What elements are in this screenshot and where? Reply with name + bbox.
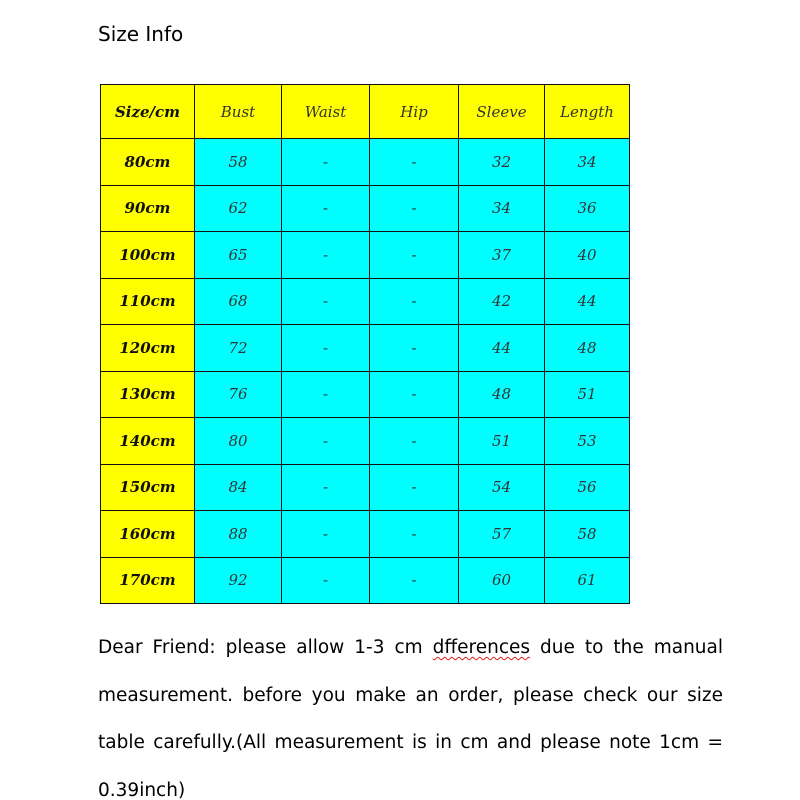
cell-hip: - bbox=[370, 232, 459, 279]
cell-length: 34 bbox=[545, 139, 630, 186]
note-text-1a: Dear Friend: please allow 1-3 cm bbox=[98, 637, 433, 658]
table-row bbox=[101, 511, 630, 558]
cell-sleeve: 32 bbox=[459, 139, 545, 186]
size-note bbox=[98, 624, 723, 800]
cell-sleeve: 57 bbox=[459, 511, 545, 558]
cell-hip: - bbox=[370, 325, 459, 372]
cell-length: 61 bbox=[545, 557, 630, 604]
note-text-1b: due to the manual bbox=[530, 637, 724, 658]
header-waist: Waist bbox=[282, 85, 370, 139]
table-row bbox=[101, 278, 630, 325]
cell-waist: - bbox=[282, 139, 370, 186]
cell-size: 120cm bbox=[101, 325, 195, 372]
cell-bust: 92 bbox=[195, 557, 282, 604]
cell-hip: - bbox=[370, 464, 459, 511]
cell-size: 170cm bbox=[101, 557, 195, 604]
header-bust: Bust bbox=[195, 85, 282, 139]
table-row bbox=[101, 557, 630, 604]
header-sleeve: Sleeve bbox=[459, 85, 545, 139]
cell-length: 56 bbox=[545, 464, 630, 511]
table-row bbox=[101, 464, 630, 511]
cell-size: 150cm bbox=[101, 464, 195, 511]
cell-length: 58 bbox=[545, 511, 630, 558]
cell-hip: - bbox=[370, 278, 459, 325]
cell-hip: - bbox=[370, 185, 459, 232]
cell-waist: - bbox=[282, 185, 370, 232]
table-row bbox=[101, 185, 630, 232]
cell-waist: - bbox=[282, 418, 370, 465]
note-line-3: table carefully.(All measurement is in cm and please note 1cm = bbox=[98, 732, 723, 753]
header-length: Length bbox=[545, 85, 630, 139]
page-title: Size Info bbox=[98, 22, 184, 46]
cell-bust: 72 bbox=[195, 325, 282, 372]
cell-bust: 88 bbox=[195, 511, 282, 558]
table-row bbox=[101, 232, 630, 279]
cell-bust: 68 bbox=[195, 278, 282, 325]
table-row bbox=[101, 418, 630, 465]
note-line-2: measurement. before you make an order, please check our size bbox=[98, 684, 723, 706]
cell-size: 160cm bbox=[101, 511, 195, 558]
cell-length: 44 bbox=[545, 278, 630, 325]
size-table bbox=[100, 84, 630, 604]
table-body bbox=[101, 139, 630, 604]
cell-hip: - bbox=[370, 371, 459, 418]
header-hip: Hip bbox=[370, 85, 459, 139]
cell-size: 90cm bbox=[101, 185, 195, 232]
note-line-1 bbox=[98, 624, 723, 672]
cell-size: 100cm bbox=[101, 232, 195, 279]
cell-hip: - bbox=[370, 139, 459, 186]
cell-hip: - bbox=[370, 511, 459, 558]
cell-length: 36 bbox=[545, 185, 630, 232]
table-row bbox=[101, 371, 630, 418]
cell-size: 140cm bbox=[101, 418, 195, 465]
cell-bust: 84 bbox=[195, 464, 282, 511]
note-misspelled-word: dfferences bbox=[432, 637, 531, 658]
table-row bbox=[101, 325, 630, 372]
cell-size: 130cm bbox=[101, 371, 195, 418]
table-header-row bbox=[101, 85, 630, 139]
cell-length: 48 bbox=[545, 325, 630, 372]
cell-waist: - bbox=[282, 325, 370, 372]
cell-length: 40 bbox=[545, 232, 630, 279]
cell-length: 53 bbox=[545, 418, 630, 465]
cell-size: 80cm bbox=[101, 139, 195, 186]
cell-sleeve: 60 bbox=[459, 557, 545, 604]
cell-sleeve: 51 bbox=[459, 418, 545, 465]
cell-sleeve: 37 bbox=[459, 232, 545, 279]
cell-sleeve: 44 bbox=[459, 325, 545, 372]
cell-waist: - bbox=[282, 511, 370, 558]
cell-length: 51 bbox=[545, 371, 630, 418]
header-size: Size/cm bbox=[101, 85, 195, 139]
cell-sleeve: 48 bbox=[459, 371, 545, 418]
cell-bust: 58 bbox=[195, 139, 282, 186]
cell-waist: - bbox=[282, 464, 370, 511]
note-line-4: 0.39inch) bbox=[98, 779, 186, 800]
cell-bust: 80 bbox=[195, 418, 282, 465]
cell-hip: - bbox=[370, 418, 459, 465]
cell-bust: 65 bbox=[195, 232, 282, 279]
cell-sleeve: 54 bbox=[459, 464, 545, 511]
cell-bust: 76 bbox=[195, 371, 282, 418]
cell-sleeve: 42 bbox=[459, 278, 545, 325]
cell-waist: - bbox=[282, 557, 370, 604]
cell-waist: - bbox=[282, 232, 370, 279]
cell-bust: 62 bbox=[195, 185, 282, 232]
cell-hip: - bbox=[370, 557, 459, 604]
cell-size: 110cm bbox=[101, 278, 195, 325]
cell-waist: - bbox=[282, 371, 370, 418]
table-row bbox=[101, 139, 630, 186]
cell-sleeve: 34 bbox=[459, 185, 545, 232]
cell-waist: - bbox=[282, 278, 370, 325]
